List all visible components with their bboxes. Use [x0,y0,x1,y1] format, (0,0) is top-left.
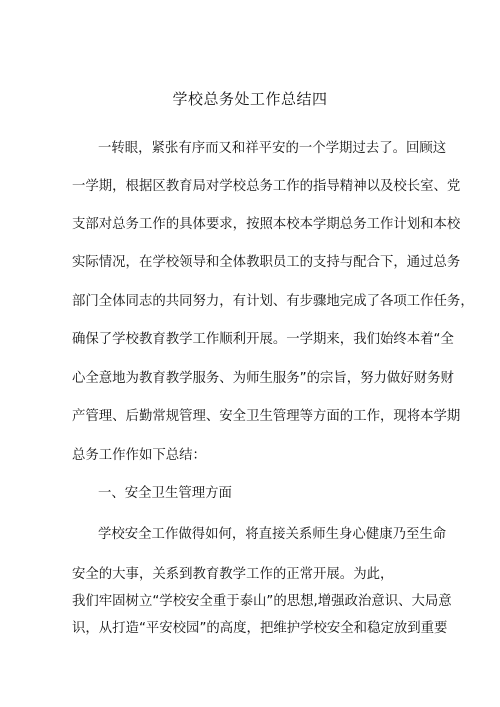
paragraph-line: 我们牢固树立“学校安全重于泰山”的思想,增强政治意识、大局意 [72,594,452,609]
paragraph-line: 安全的大事，关系到教育教学工作的正常开展。为此， [72,567,394,582]
paragraph-line: 支部对总务工作的具体要求，按照本校本学期总务工作计划和本校 [72,217,461,232]
paragraph-line: 心全意地为教育教学服务、为师生服务”的宗旨，努力做好财务财 [72,371,454,386]
paragraph-line: 一转眼，紧张有序而又和祥平安的一个学期过去了。回顾这 [98,141,447,156]
paragraph-line: 实际情况，在学校领导和全体教职员工的支持与配合下，通过总务 [72,255,461,270]
paragraph-line: 部门全体同志的共同努力，有计划、有步骤地完成了各项工作任务， [72,294,474,309]
document-title: 学校总务处工作总结四 [172,90,328,108]
paragraph-line: 一学期，根据区教育局对学校总务工作的指导精神以及校长室、党 [72,179,461,194]
paragraph-line: 确保了学校教育教学工作顺利开展。一学期来，我们始终本着“全 [72,332,454,347]
section-heading: 一、安全卫生管理方面 [98,486,232,501]
paragraph-line: 识，从打造“平安校园”的高度，把维护学校安全和稳定放到重要 [72,621,448,636]
paragraph-line: 产管理、后勤常规管理、安全卫生管理等方面的工作，现将本学期 [72,409,461,424]
paragraph-line: 总务工作作如下总结： [72,448,206,463]
paragraph-line: 学校安全工作做得如何，将直接关系师生身心健康乃至生命 [98,527,447,542]
